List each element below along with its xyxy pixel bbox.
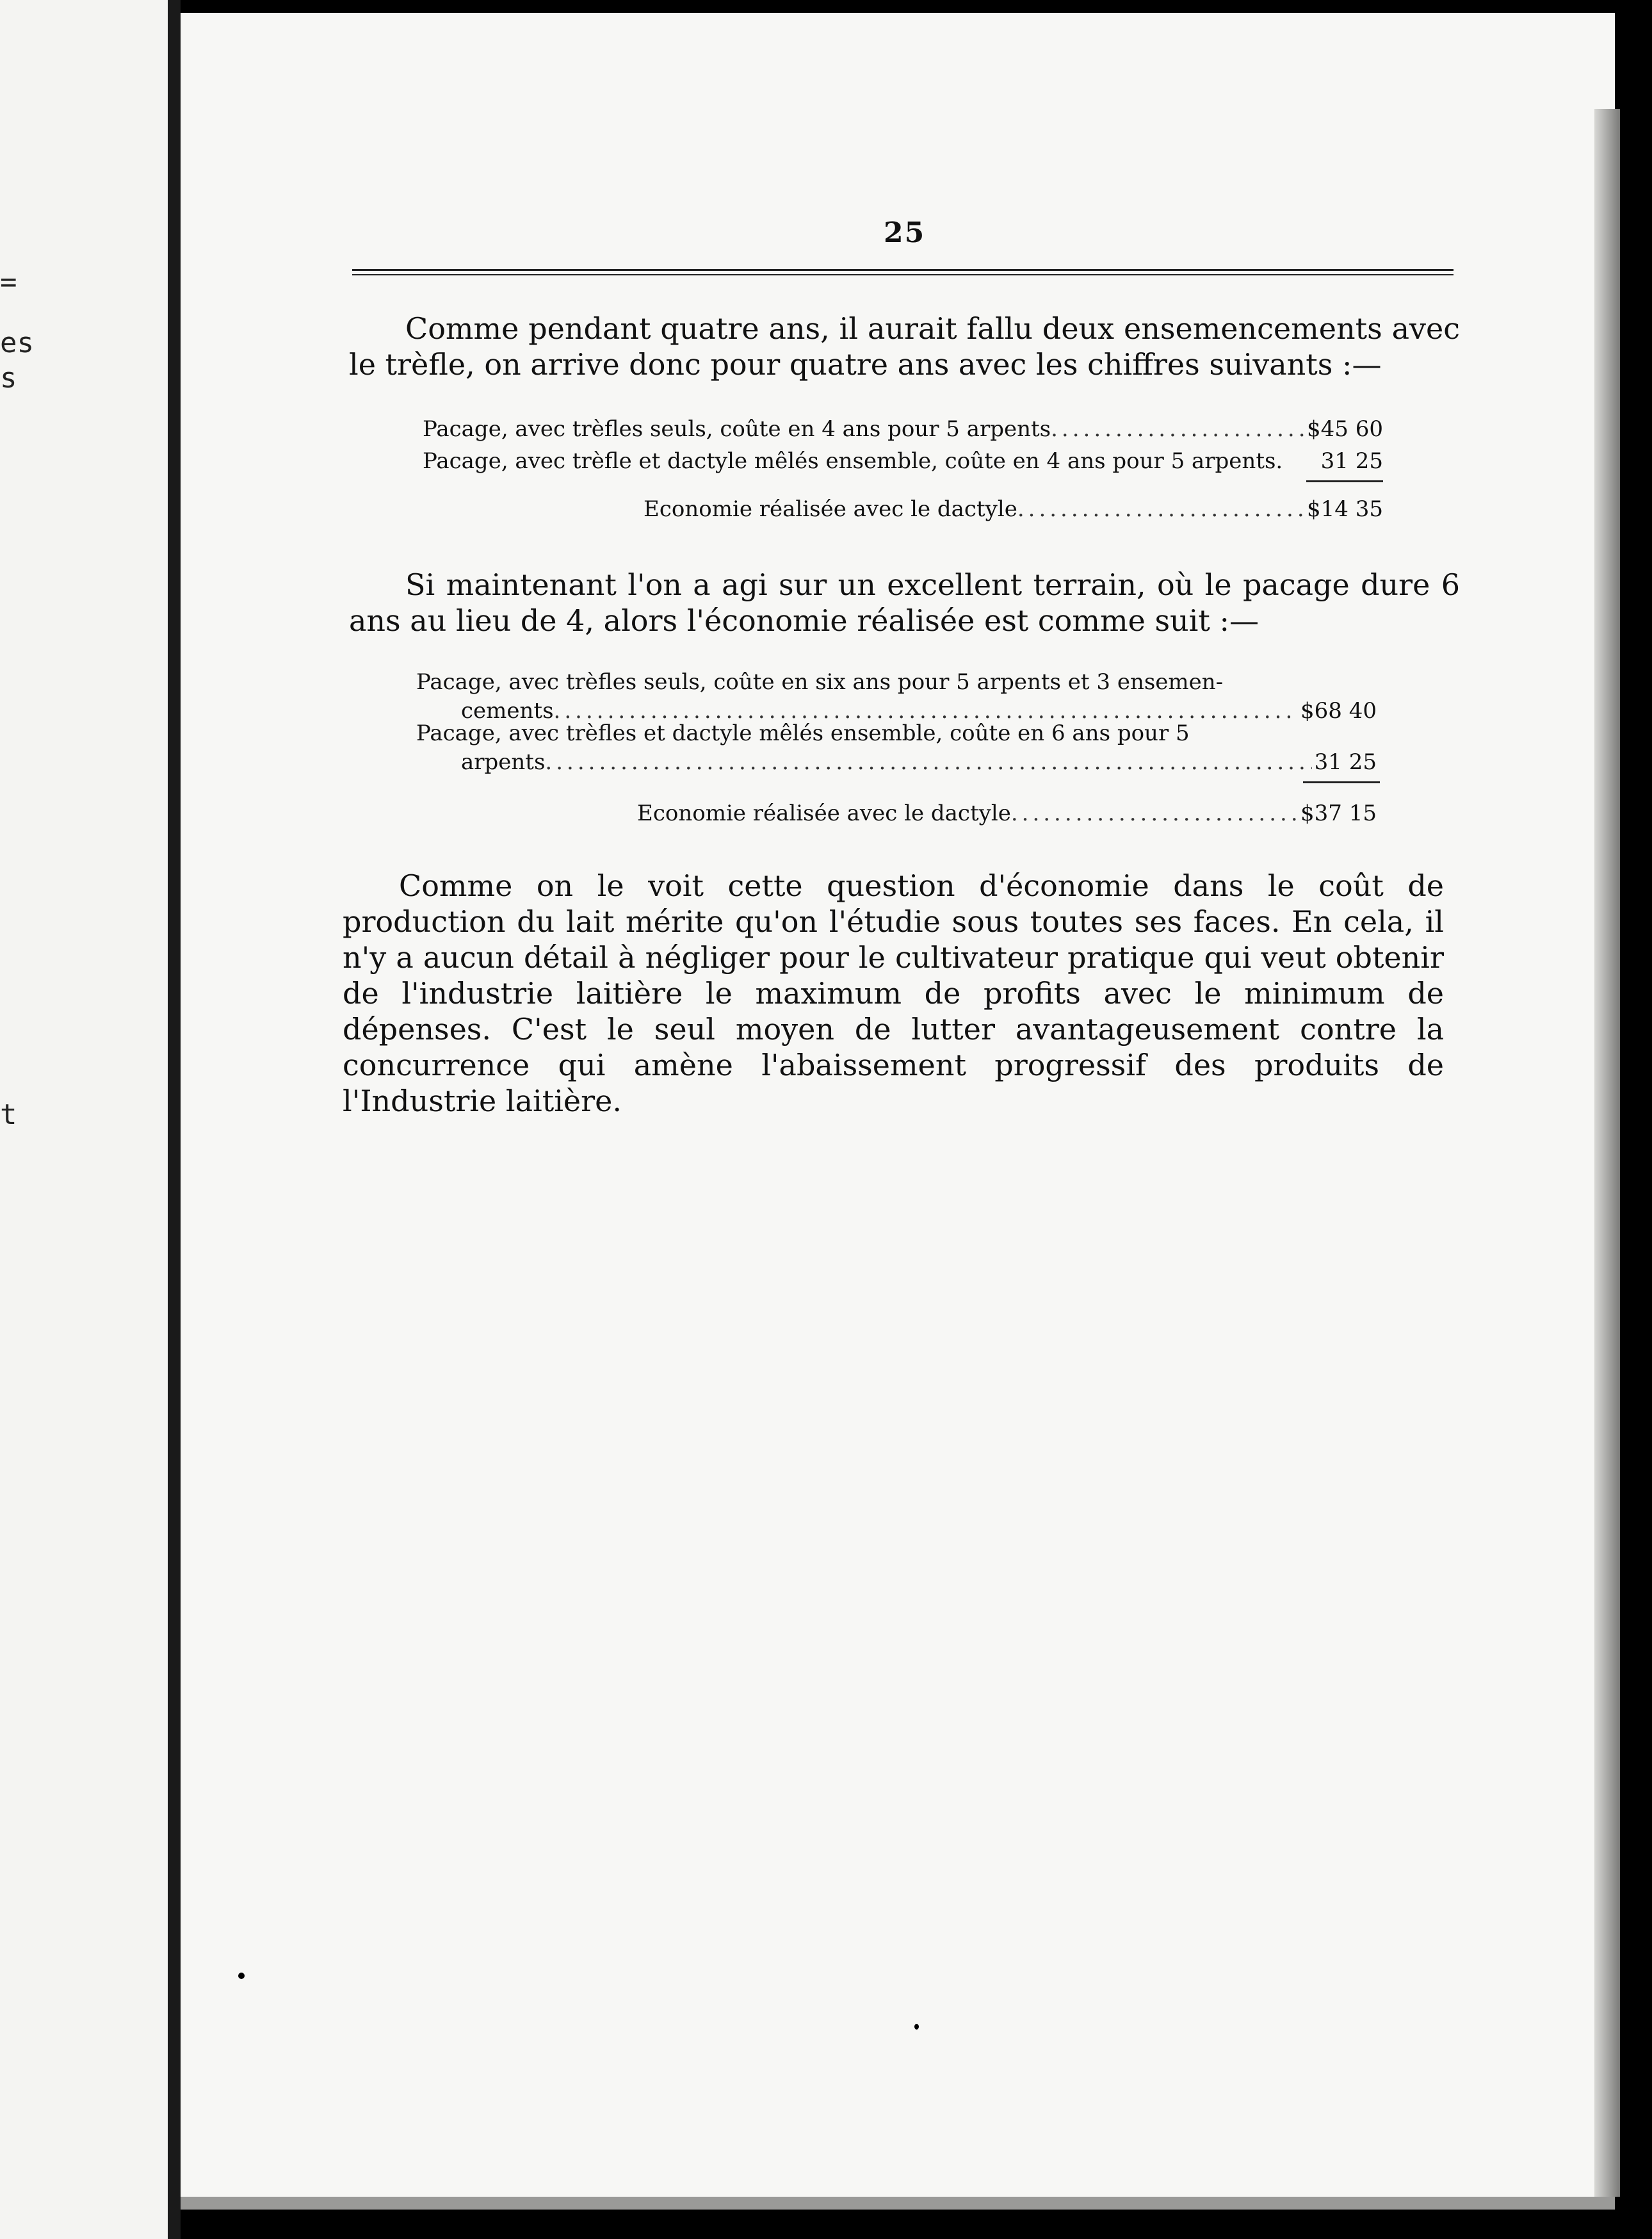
table1-total (644, 496, 1383, 522)
leader-dots (1051, 416, 1304, 442)
total-amount: $37 15 (1300, 801, 1377, 826)
header-rule-secondary (352, 274, 1454, 275)
facing-page-fragment: s (0, 362, 17, 395)
leader-dots (545, 749, 1311, 775)
facing-page-fragment: es (0, 327, 34, 359)
facing-page-edge (0, 0, 168, 2239)
row-label: Pacage, avec trèfles et dactyle mêlés ensemble, coûte en 6 ans pour 5 (416, 721, 1190, 746)
row-amount: $45 60 (1307, 416, 1383, 442)
row-amount: 31 25 (1320, 448, 1383, 474)
leader-dots (1017, 496, 1304, 522)
facing-page-fragment: t (0, 1098, 17, 1131)
scan-speck (238, 1973, 245, 1979)
paragraph-2: Si maintenant l'on a agi sur un excellent terrain, où le pacage dure 6 ans au lieu de 4, alors l'économie réalisée est comme suit :— (349, 567, 1460, 638)
table2-row-1-line-2 (461, 698, 1377, 724)
paragraph-3: Comme on le voit cette question d'économie dans le coût de production du lait mérite qu'on l'étudie sous toutes ses faces. En cela, il n'y a aucun détail à négliger pour le cultivateur pratique qui veut obtenir de l'industrie laitière le maximum de profits avec le minimum de dépenses. C'est le seul moyen de lutter avantageusement contre la concurrence qui amène l'abaissement progressif des produits de l'Industrie laitière. (343, 868, 1444, 1118)
row-amount: $68 40 (1300, 698, 1377, 724)
page-bottom-edge (181, 2197, 1615, 2210)
sum-rule (1303, 781, 1380, 783)
table1-row-1 (423, 416, 1383, 442)
table2-row-2-line-2 (461, 749, 1377, 775)
total-label: Economie réalisée avec le dactyle (637, 801, 1011, 826)
row-label: arpents (461, 749, 546, 775)
row-label: Pacage, avec trèfle et dactyle mêlés ensemble, coûte en 4 ans pour 5 arpents. (423, 448, 1283, 474)
book-gutter (168, 0, 181, 2239)
sum-rule (1306, 480, 1383, 482)
row-label: Pacage, avec trèfles seuls, coûte en six ans pour 5 arpents et 3 ensemen- (416, 669, 1224, 695)
row-label: cements (461, 698, 554, 724)
total-label: Economie réalisée avec le dactyle (644, 496, 1017, 522)
header-rule (352, 269, 1454, 271)
row-amount: 31 25 (1314, 749, 1377, 775)
table1-row-2 (423, 448, 1383, 474)
facing-page-fragment: = (0, 266, 17, 298)
table2-row-1-line-1 (416, 669, 1377, 695)
row-label: Pacage, avec trèfles seuls, coûte en 4 ans pour 5 arpents (423, 416, 1051, 442)
table2-row-2-line-1 (416, 721, 1377, 746)
table2-total (637, 801, 1377, 826)
leader-dots (554, 698, 1298, 724)
scan-speck (914, 2024, 919, 2030)
page-edge-shadow (1594, 109, 1620, 2197)
page-number: 25 (884, 216, 926, 249)
total-amount: $14 35 (1307, 496, 1383, 522)
paragraph-1: Comme pendant quatre ans, il aurait fallu deux ensemencements avec le trèfle, on arrive donc pour quatre ans avec les chiffres suivants :— (349, 311, 1460, 382)
leader-dots (1011, 801, 1298, 826)
